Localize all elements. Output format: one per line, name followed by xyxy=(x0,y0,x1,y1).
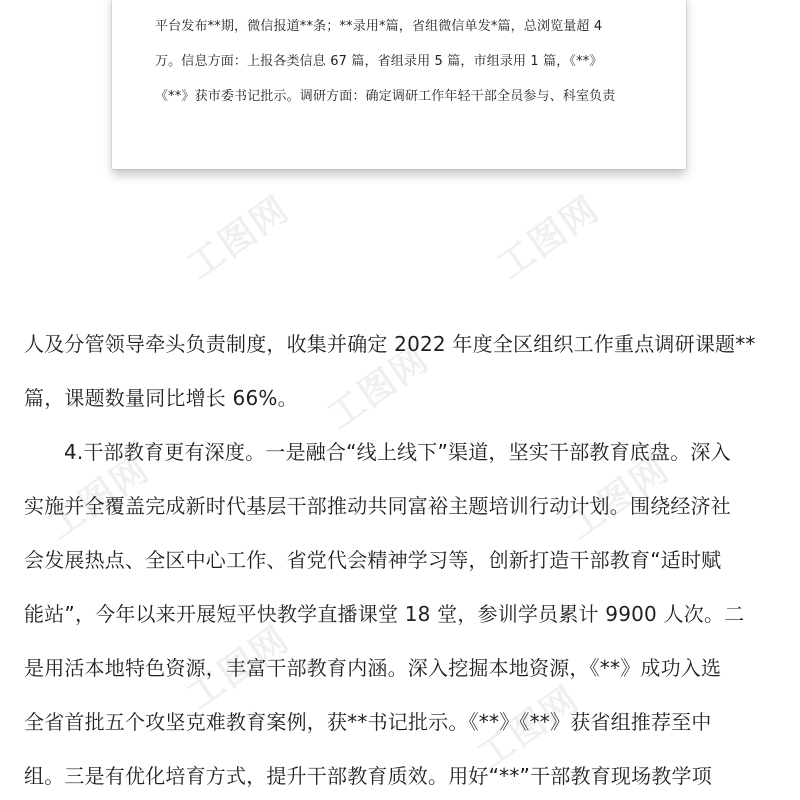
body-text-line-8: 全省首批五个攻坚克难教育案例，获**书记批示。《**》《**》获省组推荐至中 xyxy=(24,710,712,734)
body-text-line-9: 组。三是有优化培育方式，提升干部教育质效。用好“**”干部教育现场教学项 xyxy=(24,764,712,788)
watermark-logo: 工图网 xyxy=(180,618,298,718)
watermark-logo: 工图网 xyxy=(180,188,298,288)
body-text-line-4: 实施并全覆盖完成新时代基层干部推动共同富裕主题培训行动计划。围绕经济社 xyxy=(24,494,731,518)
body-text-line-6: 能站”，今年以来开展短平快教学直播课堂 18 堂，参训学员累计 9900 人次。二 xyxy=(24,602,745,626)
watermark-logo: 工图网 xyxy=(490,188,608,288)
body-text-line-2: 篇，课题数量同比增长 66%。 xyxy=(24,386,298,410)
watermark-logo: 工图网 xyxy=(40,448,158,548)
card-text-line-1: 平台发布**期，微信报道**条；**录用*篇，省组微信单发*篇，总浏览量超 4 xyxy=(155,19,603,34)
watermark-logo: 工图网 xyxy=(470,678,588,778)
body-text-line-1: 人及分管领导牵头负责制度，收集并确定 2022 年度全区组织工作重点调研课题** xyxy=(24,332,756,356)
watermark-logo: 工图网 xyxy=(560,448,678,548)
body-text-line-7: 是用活本地特色资源，丰富干部教育内涵。深入挖掘本地资源，《**》成功入选 xyxy=(24,656,722,680)
watermark-logo: 工图网 xyxy=(320,338,438,438)
body-text-line-5: 会发展热点、全区中心工作、省党代会精神学习等，创新打造干部教育“适时赋 xyxy=(24,548,722,572)
card-text-line-2: 万。信息方面：上报各类信息 67 篇，省组录用 5 篇，市组录用 1 篇，《**》 xyxy=(155,54,603,69)
card-text-line-3: 《**》获市委书记批示。调研方面：确定调研工作年轻干部全员参与、科室负责 xyxy=(155,89,616,104)
body-text-line-3: 4.干部教育更有深度。一是融合“线上线下”渠道，坚实干部教育底盘。深入 xyxy=(64,440,731,464)
